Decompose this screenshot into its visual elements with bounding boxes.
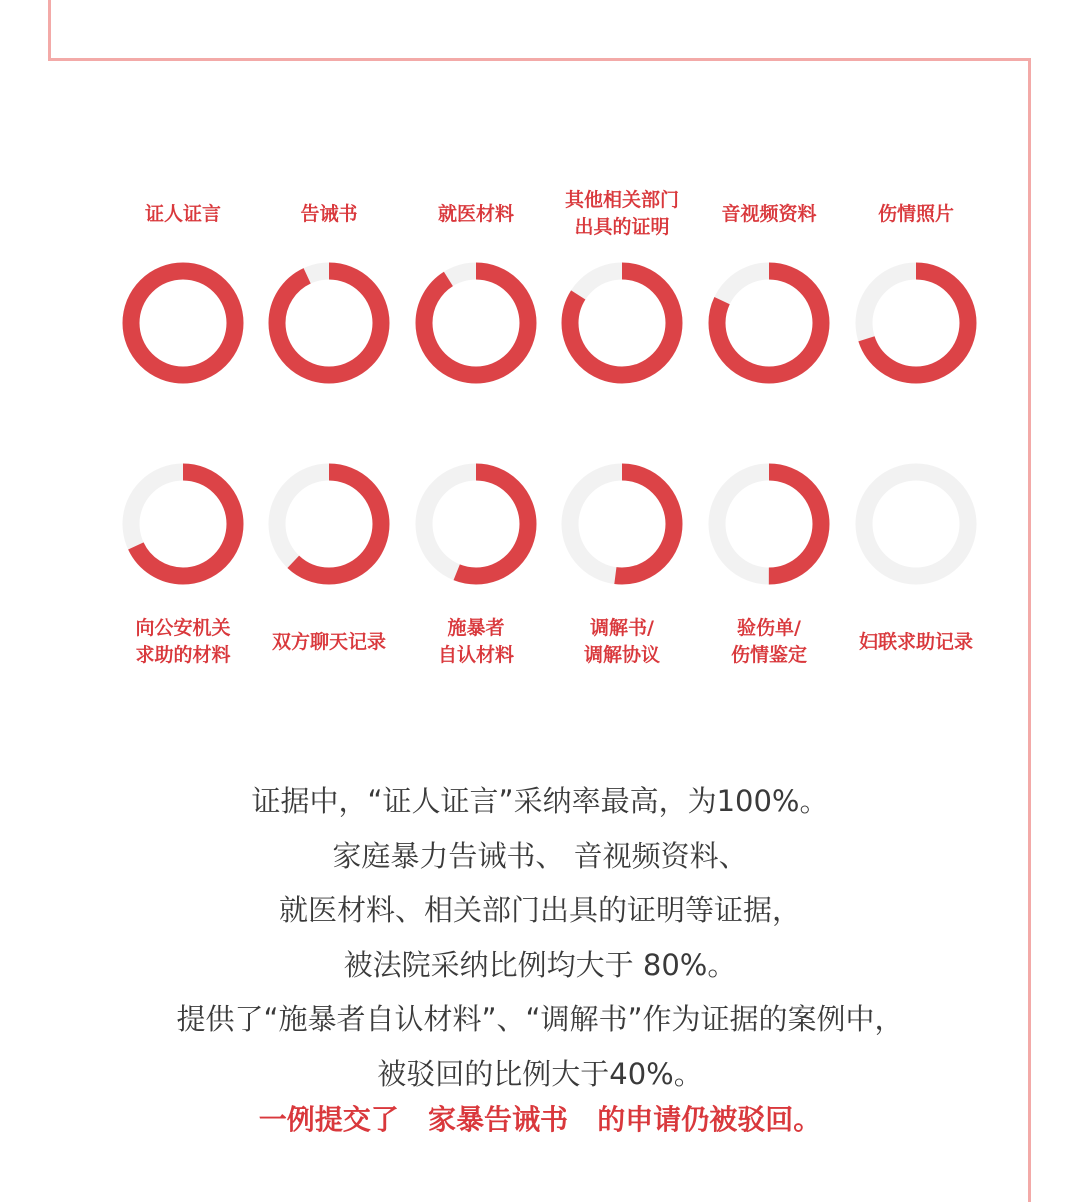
donut-6 [864, 271, 968, 375]
donut-11 [717, 472, 821, 576]
donut-7 [131, 472, 235, 576]
donut-track [864, 472, 968, 576]
donut-2 [277, 271, 381, 375]
donut-value-arc [277, 271, 381, 375]
donut-label: 伤情照片 [877, 202, 954, 225]
donut-value-arc [131, 271, 235, 375]
donut-value-arc [424, 271, 528, 375]
donut-12 [864, 472, 968, 576]
donut-9 [424, 472, 528, 576]
emphasis-note: 一例提交了 家暴告诫书 的申请仍被驳回。 [258, 1103, 822, 1136]
donut-label: 验伤单/ 伤情鉴定 [730, 617, 807, 666]
donut-label: 就医材料 [437, 202, 514, 225]
donut-1 [131, 271, 235, 375]
summary-line: 提供了“施暴者自认材料”、“调解书”作为证据的案例中， [176, 1002, 904, 1036]
donut-8 [277, 472, 381, 576]
donut-3 [424, 271, 528, 375]
summary-line: 证据中，“证人证言”采纳率最高，为100%。 [251, 784, 829, 818]
donut-label: 双方聊天记录 [271, 630, 386, 653]
donut-label: 其他相关部门 出具的证明 [564, 189, 679, 238]
donut-label: 证人证言 [144, 202, 221, 225]
summary-line: 被法院采纳比例均大于 80%。 [343, 947, 737, 982]
summary-line: 家庭暴力告诫书、 音视频资料、 [332, 838, 748, 873]
summary-text [60, 774, 1020, 1101]
donut-label: 音视频资料 [721, 202, 817, 225]
summary-line: 被驳回的比例大于40%。 [377, 1056, 703, 1091]
donut-label: 调解书/ 调解协议 [583, 617, 660, 666]
donut-label: 向公安机关 求助的材料 [135, 617, 231, 666]
donut-label: 妇联求助记录 [858, 630, 973, 653]
donut-4 [570, 271, 674, 375]
summary-line: 就医材料、相关部门出具的证明等证据， [278, 893, 801, 927]
donut-label: 施暴者 自认材料 [437, 617, 514, 666]
donut-label: 告诫书 [300, 202, 358, 225]
donut-10 [570, 472, 674, 576]
donut-5 [717, 271, 821, 375]
